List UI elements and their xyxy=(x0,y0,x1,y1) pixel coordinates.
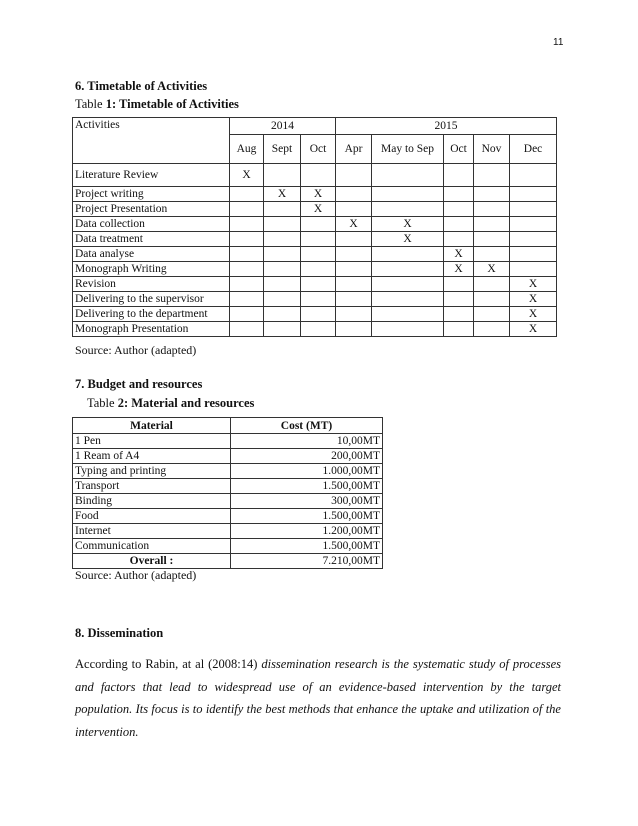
schedule-mark: X xyxy=(510,322,557,337)
schedule-mark: X xyxy=(336,217,372,232)
schedule-mark xyxy=(230,292,264,307)
activity-name: Project writing xyxy=(73,187,230,202)
table-2-source: Source: Author (adapted) xyxy=(75,568,197,582)
paragraph-intro: According to Rabin, at al (2008:14) xyxy=(75,657,262,671)
activity-row xyxy=(73,292,557,307)
schedule-mark xyxy=(230,262,264,277)
schedule-mark xyxy=(372,262,444,277)
caption-prefix: Table xyxy=(75,97,106,111)
schedule-mark xyxy=(301,262,336,277)
budget-row xyxy=(73,494,383,509)
budget-row xyxy=(73,449,383,464)
schedule-mark xyxy=(264,307,301,322)
schedule-mark xyxy=(474,322,510,337)
schedule-mark xyxy=(264,164,301,187)
activity-row xyxy=(73,247,557,262)
schedule-mark xyxy=(301,307,336,322)
activity-row xyxy=(73,187,557,202)
schedule-mark xyxy=(336,292,372,307)
schedule-mark xyxy=(444,187,474,202)
schedule-mark: X xyxy=(444,247,474,262)
schedule-mark xyxy=(444,164,474,187)
budget-row xyxy=(73,509,383,524)
schedule-mark xyxy=(510,217,557,232)
schedule-mark xyxy=(264,322,301,337)
schedule-mark xyxy=(474,292,510,307)
budget-row xyxy=(73,524,383,539)
section-6-heading: 6. Timetable of Activities xyxy=(75,79,208,93)
schedule-mark xyxy=(510,262,557,277)
activity-name: Data analyse xyxy=(73,247,230,262)
section-8-heading: 8. Dissemination xyxy=(75,626,164,640)
schedule-mark xyxy=(510,187,557,202)
schedule-mark xyxy=(301,247,336,262)
month-header: Sept xyxy=(264,135,301,164)
year-2014-header: 2014 xyxy=(230,118,336,135)
month-header: Apr xyxy=(336,135,372,164)
activities-header: Activities xyxy=(73,118,230,164)
caption-title: 2: Material and resources xyxy=(117,396,255,410)
schedule-mark xyxy=(336,277,372,292)
activity-row xyxy=(73,307,557,322)
schedule-mark xyxy=(474,277,510,292)
paragraph-quote: dissemination research is the systematic study of processes and factors that lead to widespread use of an evidence-based intervention by the target population. Its focus is to identify the best methods that enhance the uptake and utilization of the intervention. xyxy=(75,657,561,739)
month-header: Oct xyxy=(444,135,474,164)
activity-row xyxy=(73,262,557,277)
activity-row xyxy=(73,322,557,337)
schedule-mark xyxy=(510,247,557,262)
page-number: 11 xyxy=(553,37,564,48)
schedule-mark xyxy=(372,202,444,217)
material-cost: 1.500,00MT xyxy=(231,539,383,554)
budget-row xyxy=(73,479,383,494)
schedule-mark xyxy=(264,277,301,292)
schedule-mark xyxy=(474,217,510,232)
activity-row xyxy=(73,232,557,247)
timetable-of-activities xyxy=(72,117,557,337)
schedule-mark xyxy=(264,232,301,247)
dissemination-paragraph xyxy=(75,653,561,743)
schedule-mark xyxy=(444,292,474,307)
schedule-mark xyxy=(474,202,510,217)
material-and-resources-table xyxy=(72,417,383,569)
material-name: Internet xyxy=(73,524,231,539)
budget-row xyxy=(73,434,383,449)
activity-row xyxy=(73,217,557,232)
activity-name: Delivering to the department xyxy=(73,307,230,322)
schedule-mark: X xyxy=(230,164,264,187)
activity-name: Monograph Presentation xyxy=(73,322,230,337)
table-1-source: Source: Author (adapted) xyxy=(75,343,197,357)
schedule-mark xyxy=(301,322,336,337)
schedule-mark xyxy=(510,164,557,187)
schedule-mark xyxy=(301,232,336,247)
schedule-mark xyxy=(230,187,264,202)
material-cost: 1.200,00MT xyxy=(231,524,383,539)
schedule-mark: X xyxy=(301,202,336,217)
material-name: 1 Ream of A4 xyxy=(73,449,231,464)
schedule-mark xyxy=(372,277,444,292)
material-name: Typing and printing xyxy=(73,464,231,479)
schedule-mark: X xyxy=(510,307,557,322)
schedule-mark xyxy=(474,232,510,247)
material-name: Binding xyxy=(73,494,231,509)
budget-row xyxy=(73,464,383,479)
activity-name: Literature Review xyxy=(73,164,230,187)
schedule-mark xyxy=(336,247,372,262)
schedule-mark xyxy=(336,232,372,247)
schedule-mark xyxy=(230,217,264,232)
activity-name: Monograph Writing xyxy=(73,262,230,277)
activity-name: Delivering to the supervisor xyxy=(73,292,230,307)
month-header: Aug xyxy=(230,135,264,164)
schedule-mark xyxy=(372,164,444,187)
schedule-mark xyxy=(264,292,301,307)
activity-name: Project Presentation xyxy=(73,202,230,217)
month-header: Nov xyxy=(474,135,510,164)
schedule-mark xyxy=(444,322,474,337)
schedule-mark: X xyxy=(510,277,557,292)
material-name: Food xyxy=(73,509,231,524)
cost-header: Cost (MT) xyxy=(231,418,383,434)
material-cost: 300,00MT xyxy=(231,494,383,509)
schedule-mark xyxy=(264,247,301,262)
schedule-mark: X xyxy=(264,187,301,202)
material-name: Transport xyxy=(73,479,231,494)
schedule-mark xyxy=(444,232,474,247)
table-1-caption xyxy=(75,97,239,112)
schedule-mark: X xyxy=(301,187,336,202)
overall-label: Overall : xyxy=(73,554,231,569)
schedule-mark xyxy=(336,164,372,187)
budget-row xyxy=(73,539,383,554)
schedule-mark xyxy=(301,292,336,307)
schedule-mark xyxy=(444,202,474,217)
material-header: Material xyxy=(73,418,231,434)
schedule-mark xyxy=(372,187,444,202)
schedule-mark xyxy=(230,247,264,262)
caption-prefix: Table xyxy=(87,396,118,410)
material-cost: 1.000,00MT xyxy=(231,464,383,479)
schedule-mark xyxy=(230,232,264,247)
material-cost: 1.500,00MT xyxy=(231,509,383,524)
schedule-mark: X xyxy=(474,262,510,277)
material-cost: 200,00MT xyxy=(231,449,383,464)
schedule-mark xyxy=(230,202,264,217)
schedule-mark: X xyxy=(510,292,557,307)
schedule-mark xyxy=(336,187,372,202)
material-name: Communication xyxy=(73,539,231,554)
schedule-mark xyxy=(336,307,372,322)
schedule-mark xyxy=(336,322,372,337)
activity-row xyxy=(73,202,557,217)
section-7-heading: 7. Budget and resources xyxy=(75,377,203,391)
schedule-mark xyxy=(474,307,510,322)
schedule-mark xyxy=(336,262,372,277)
schedule-mark xyxy=(510,202,557,217)
activity-row xyxy=(73,164,557,187)
schedule-mark xyxy=(444,217,474,232)
year-2015-header: 2015 xyxy=(336,118,557,135)
schedule-mark xyxy=(301,164,336,187)
month-header: Oct xyxy=(301,135,336,164)
schedule-mark xyxy=(230,322,264,337)
month-header: Dec xyxy=(510,135,557,164)
schedule-mark xyxy=(444,307,474,322)
schedule-mark xyxy=(372,247,444,262)
schedule-mark xyxy=(510,232,557,247)
activity-name: Revision xyxy=(73,277,230,292)
schedule-mark xyxy=(444,277,474,292)
table-2-caption xyxy=(87,396,254,411)
activity-name: Data collection xyxy=(73,217,230,232)
schedule-mark xyxy=(474,164,510,187)
schedule-mark xyxy=(230,277,264,292)
schedule-mark xyxy=(336,202,372,217)
material-name: 1 Pen xyxy=(73,434,231,449)
schedule-mark xyxy=(372,292,444,307)
schedule-mark xyxy=(474,247,510,262)
schedule-mark: X xyxy=(372,232,444,247)
schedule-mark xyxy=(372,322,444,337)
overall-value: 7.210,00MT xyxy=(231,554,383,569)
schedule-mark xyxy=(372,307,444,322)
schedule-mark: X xyxy=(444,262,474,277)
schedule-mark xyxy=(474,187,510,202)
schedule-mark xyxy=(301,277,336,292)
month-header: May to Sep xyxy=(372,135,444,164)
schedule-mark xyxy=(301,217,336,232)
schedule-mark: X xyxy=(372,217,444,232)
material-cost: 10,00MT xyxy=(231,434,383,449)
schedule-mark xyxy=(264,217,301,232)
schedule-mark xyxy=(230,307,264,322)
activity-name: Data treatment xyxy=(73,232,230,247)
activity-row xyxy=(73,277,557,292)
caption-title: 1: Timetable of Activities xyxy=(105,97,239,111)
schedule-mark xyxy=(264,262,301,277)
schedule-mark xyxy=(264,202,301,217)
material-cost: 1.500,00MT xyxy=(231,479,383,494)
